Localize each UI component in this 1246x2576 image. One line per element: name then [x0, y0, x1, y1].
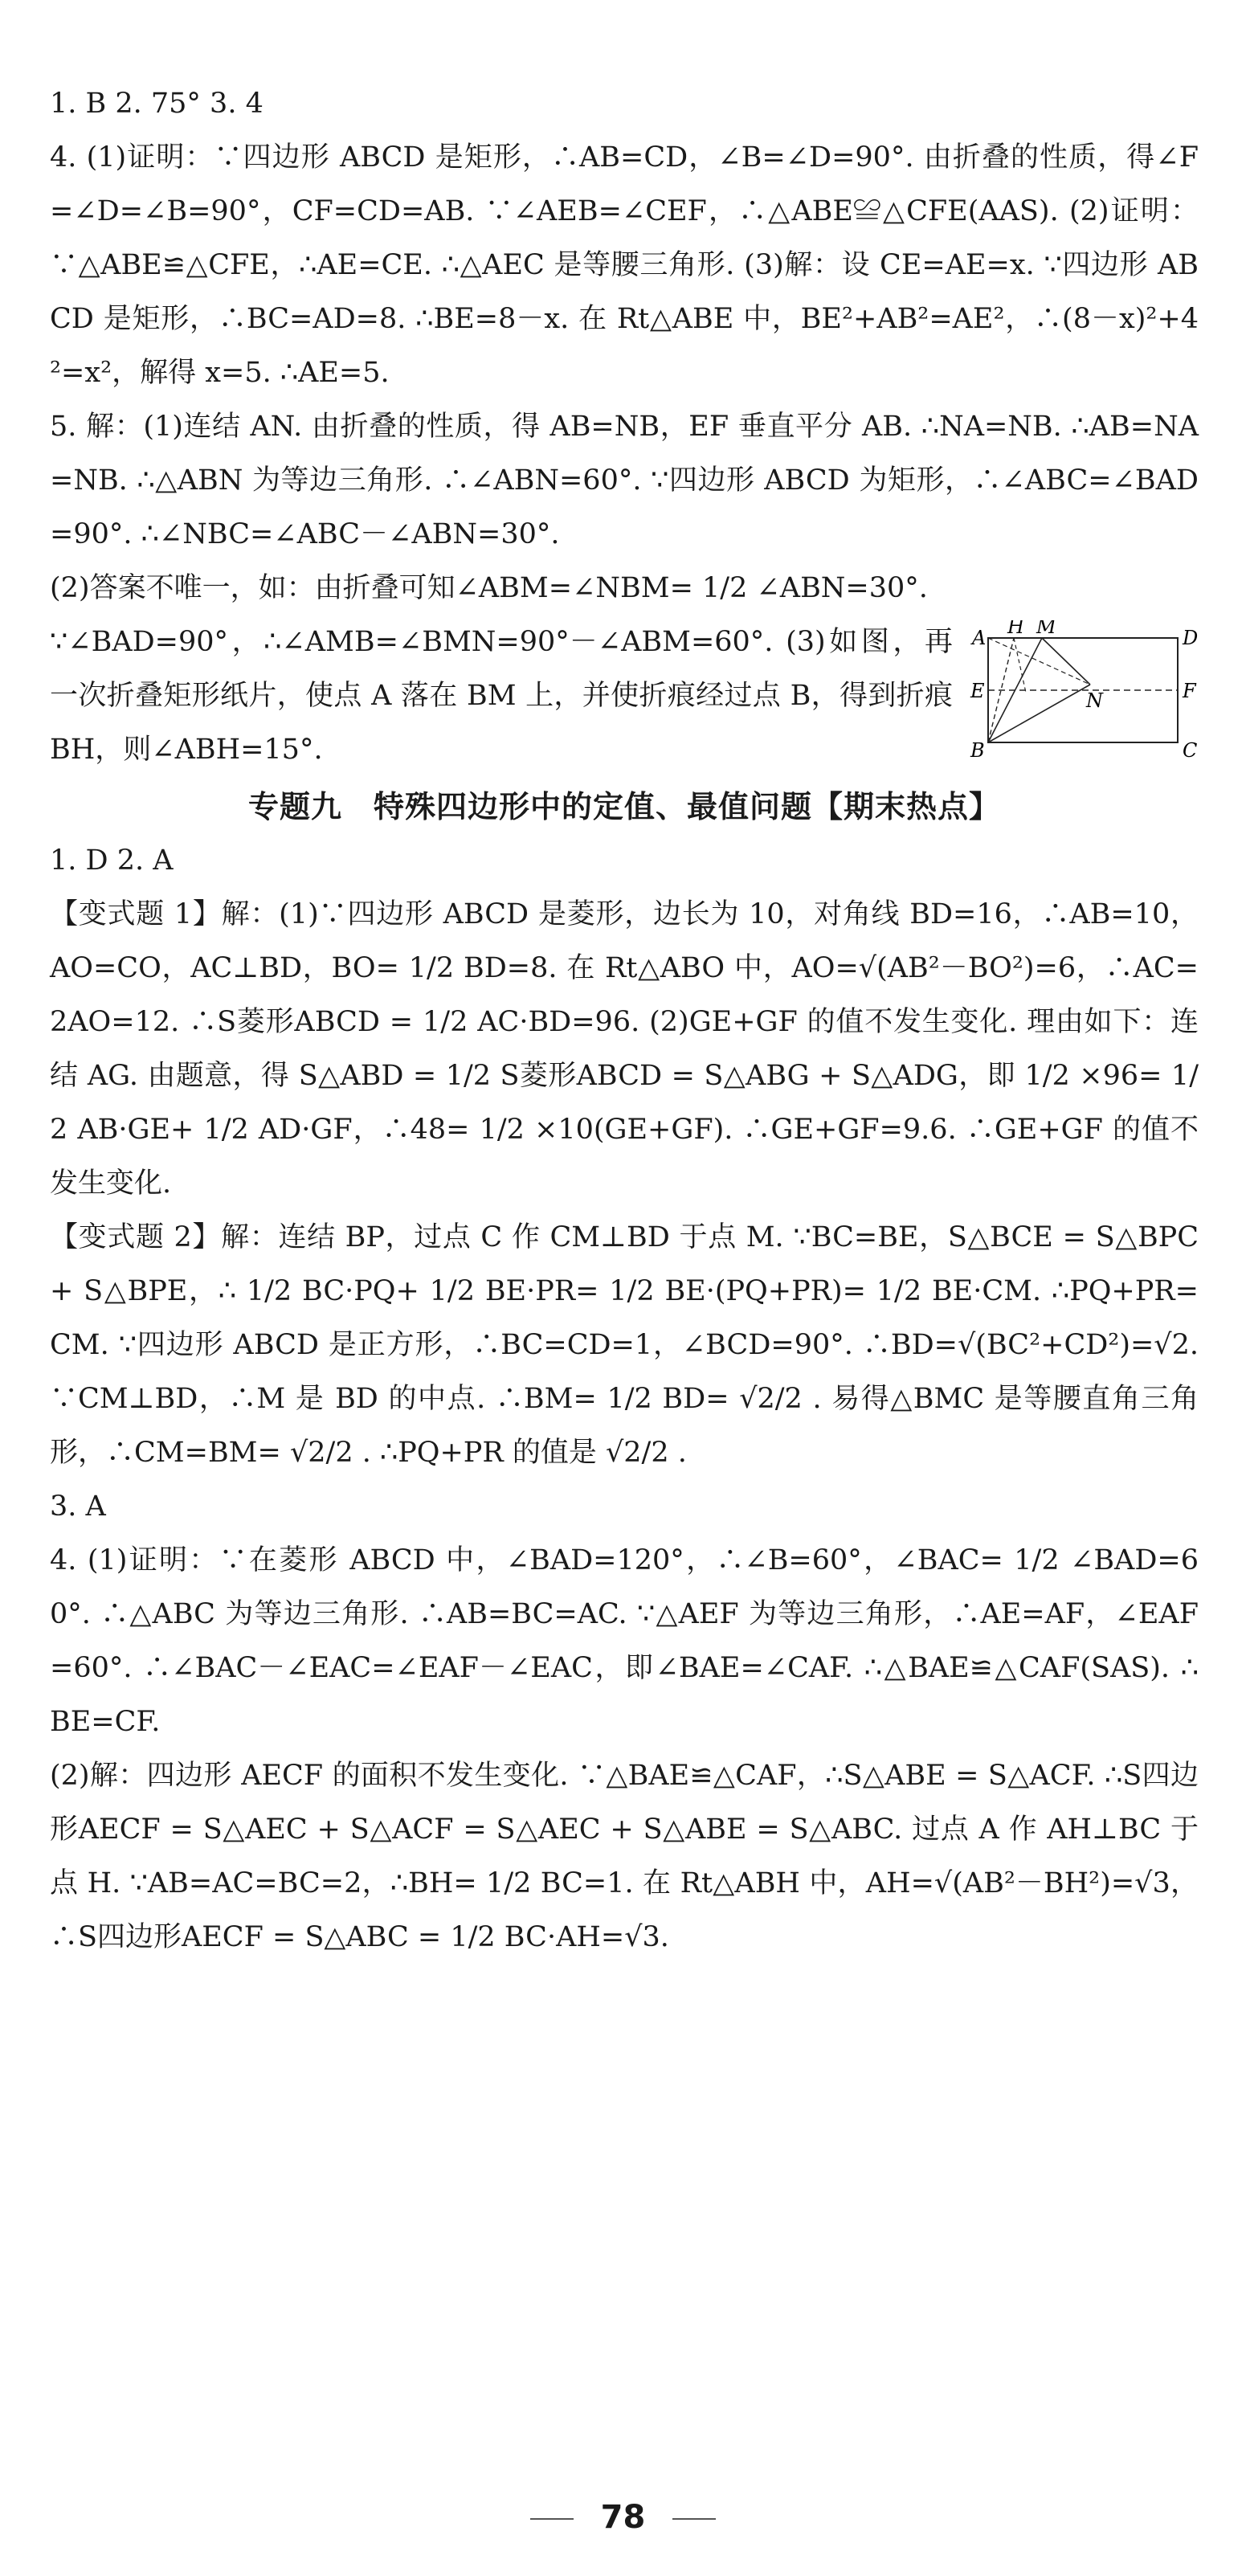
label-m: M: [1036, 620, 1056, 638]
page-number: 78: [600, 2499, 646, 2536]
answers-1-3: 1. B 2. 75° 3. 4: [50, 88, 263, 120]
label-d: D: [1183, 627, 1199, 649]
variant-question-1: 【变式题 1】解：(1)∵四边形 ABCD 是菱形，边长为 10，对角线 BD=16，∴AB=10，AO=CO，AC⊥BD，BO= 1/2 BD=8. 在 Rt△ABO 中，AO=√(AB²－BO²)=6，∴AC=2AO=12. ∴S菱形ABCD = 1/2 AC·BD=96. (2)GE+GF 的值不发生变化. 理由如下：连结 AG. 由题意，得 S△ABD = 1/2 S菱形ABCD = S△ABG + S△ADG，即 1/2 ×96= 1/2 AB·GE+ 1/2 AD·GF，∴48= 1/2 ×10(GE+GF). ∴GE+GF=9.6. ∴GE+GF 的值不发生变化.: [50, 898, 1199, 1200]
segment-h-fold: [1014, 638, 1026, 693]
label-b: B: [970, 739, 985, 762]
section9-answer-4-part1: 4. (1)证明：∵在菱形 ABCD 中，∠BAD=120°，∴∠B=60°，∠BAC= 1/2 ∠BAD=60°. ∴△ABC 为等边三角形. ∴AB=BC=AC. ∵△AEF 为等边三角形，∴AE=AF，∠EAF=60°. ∴∠BAC－∠EAC=∠EAF－∠EAC，即∠BAE=∠CAF. ∴△BAE≌△CAF(SAS). ∴BE=CF.: [50, 1544, 1199, 1738]
label-c: C: [1183, 739, 1198, 762]
label-n: N: [1086, 689, 1103, 712]
answer-content: [50, 77, 1199, 1965]
label-a: A: [972, 627, 987, 649]
label-f: F: [1183, 680, 1196, 702]
folding-figure: [966, 620, 1199, 765]
section9-answers-1-2: 1. D 2. A: [50, 844, 174, 877]
segment-an: [988, 638, 1090, 685]
section9-answer-3: 3. A: [50, 1490, 106, 1523]
label-h: H: [1007, 620, 1024, 638]
page-footer: [0, 2499, 1246, 2536]
answer-5-part2: (2)答案不唯一，如：由折叠可知∠ABM=∠NBM= 1/2 ∠ABN=30°.: [50, 572, 928, 604]
footer-dash-left: [530, 2518, 574, 2520]
label-e: E: [970, 680, 985, 702]
footer-dash-right: [672, 2518, 716, 2520]
answer-5-part3: ∵∠BAD=90°，∴∠AMB=∠BMN=90°－∠ABM=60°. (3)如图，再一次折叠矩形纸片，使点 A 落在 BM 上，并使折痕经过点 B，得到折痕 BH，则∠ABH=15°.: [50, 626, 953, 766]
section-title: 专题九 特殊四边形中的定值、最值问题【期末热点】: [247, 789, 1000, 824]
answer-4: 4. (1)证明：∵四边形 ABCD 是矩形，∴AB=CD，∠B=∠D=90°. 由折叠的性质，得∠F=∠D=∠B=90°，CF=CD=AB. ∵∠AEB=∠CEF，∴△ABE≌△CFE(AAS). (2)证明：∵△ABE≌△CFE，∴AE=CE. ∴△AEC 是等腰三角形. (3)解：设 CE=AE=x. ∵四边形 ABCD 是矩形，∴BC=AD=8. ∴BE=8－x. 在 Rt△ABE 中，BE²+AB²=AE²，∴(8－x)²+4²=x²，解得 x=5. ∴AE=5.: [50, 141, 1199, 389]
answer-5-part1: 5. 解：(1)连结 AN. 由折叠的性质，得 AB=NB，EF 垂直平分 AB. ∴NA=NB. ∴AB=NA=NB. ∴△ABN 为等边三角形. ∴∠ABN=60°. ∵四边形 ABCD 为矩形，∴∠ABC=∠BAD=90°. ∴∠NBC=∠ABC－∠ABN=30°.: [50, 411, 1199, 550]
variant-question-2: 【变式题 2】解：连结 BP，过点 C 作 CM⊥BD 于点 M. ∵BC=BE，S△BCE = S△BPC + S△BPE，∴ 1/2 BC·PQ+ 1/2 BE·PR= 1/2 BE·(PQ+PR)= 1/2 BE·CM. ∴PQ+PR=CM. ∵四边形 ABCD 是正方形，∴BC=CD=1，∠BCD=90°. ∴BD=√(BC²+CD²)=√2. ∵CM⊥BD，∴M 是 BD 的中点. ∴BM= 1/2 BD= √2/2 . 易得△BMC 是等腰直角三角形，∴CM=BM= √2/2 . ∴PQ+PR 的值是 √2/2 .: [50, 1221, 1199, 1469]
rectangle-fold-diagram: [966, 620, 1199, 765]
segment-mn: [1042, 638, 1090, 685]
section9-answer-4-part2: (2)解：四边形 AECF 的面积不发生变化. ∵△BAE≌△CAF，∴S△ABE = S△ACF. ∴S四边形AECF = S△AEC + S△ACF = S△AEC + S△ABE = S△ABC. 过点 A 作 AH⊥BC 于点 H. ∵AB=AC=BC=2，∴BH= 1/2 BC=1. 在 Rt△ABH 中，AH=√(AB²－BH²)=√3，∴S四边形AECF = S△ABC = 1/2 BC·AH=√3.: [50, 1760, 1199, 1953]
